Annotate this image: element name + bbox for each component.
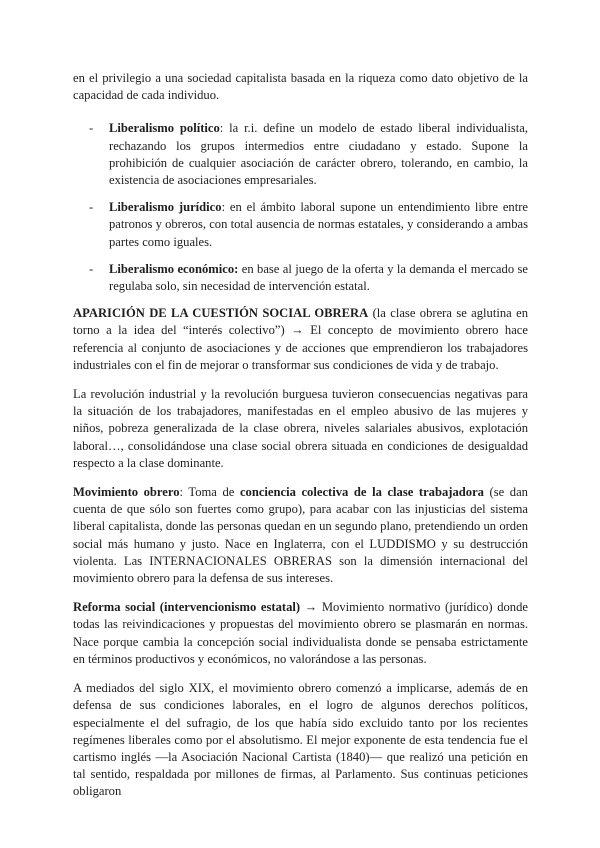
social-question-text: (la clase obrera se aglutina en torno a la idea del “interés colectivo”) → El concepto de movimiento obrero hace referencia al conjunto de asociaciones y de acciones que emprendieron los trabajadores industriales con el fin de mejorar o transformar sus condiciones de vida y de trabajo.	[73, 306, 528, 372]
list-item-text: en base al juego de la oferta y la demanda el mercado se regulaba solo, sin necesidad de intervención estatal.	[109, 261, 529, 294]
intro-paragraph: en el privilegio a una sociedad capitalista basada en la riqueza como dato objetivo de la capacidad de cada individuo.	[73, 71, 528, 103]
list-dash: -	[89, 121, 94, 136]
list-dash: -	[89, 200, 94, 215]
list-item-text: : en el ámbito laboral supone un entendimiento libre entre patronos y obreros, con total ausencia de normas estatales, y considerando a ambas partes como iguales.	[109, 200, 528, 249]
social-reform-term: Reforma social (intervencionismo estatal)	[73, 600, 301, 615]
list-item-term: Liberalismo político	[109, 121, 220, 136]
document-page	[73, 70, 528, 813]
social-question-heading: APARICIÓN DE LA CUESTIÓN SOCIAL OBRERA	[73, 306, 369, 321]
nineteenth-century-paragraph: A mediados del siglo XIX, el movimiento obrero comenzó a implicarse, además de en defensa de sus condiciones laborales, en el logro de algunos derechos políticos, especialmente el del sufragio, de los que había sido excluido tanto por los recientes regímenes liberales como por el absolutismo. El mejor exponente de esta tendencia fue el cartismo inglés —la Asociación Nacional Cartista (1840)— que realizó una petición en tal sentido, respaldada por millones de firmas, al Parlamento. Sus continuas peticiones obligaron	[73, 681, 528, 799]
collective-conscience-term: conciencia colectiva de la clase trabajadora	[239, 485, 484, 500]
list-item-text: : la r.i. define un modelo de estado liberal individualista, rechazando los grupos intermedios entre ciudadano y estado. Supone la prohibición de cualquier asociación de carácter obrero, tolerando, en cambio, la existencia de asociaciones empresariales.	[109, 121, 528, 188]
industrial-revolution-paragraph: La revolución industrial y la revolución burguesa tuvieron consecuencias negativas para la situación de los trabajadores, manifestadas en el empleo abusivo de las mujeres y niños, pobreza generalizada de la clase obrera, niveles salariales abusivos, explotación laboral…, consolidándose una clase social obrera situada en condiciones de desigualdad respecto a la clase dominante.	[73, 387, 528, 470]
social-reform-text: → Movimiento normativo (jurídico) donde todas las reivindicaciones y propuestas del movimiento obrero se plasmarán en normas. Nace porque cambia la concepción social individualista donde se pensaba estrictamente en términos productivos y económicos, no valorándose a las personas.	[73, 600, 528, 666]
list-item-term: Liberalismo económico:	[109, 261, 239, 276]
workers-movement-text-2: (se dan cuenta de que sólo son fuertes como grupo), para acabar con las injusticias del sistema liberal capitalista, donde las personas quedan en un segundo plano, pretendiendo un orden social más humano y justo. Nace en Inglaterra, con el LUDDISMO y su destrucción violenta. Las INTERNACIONALES OBRERAS son la dimensión internacional del movimiento obrero para la defensa de sus intereses.	[73, 485, 528, 586]
workers-movement-term: Movimiento obrero	[73, 485, 180, 500]
workers-movement-paragraph	[73, 484, 528, 587]
list-item	[73, 199, 528, 251]
social-question-paragraph	[73, 305, 528, 374]
social-reform-paragraph	[73, 599, 528, 668]
list-item-term: Liberalismo jurídico	[109, 200, 222, 215]
list-item	[73, 261, 528, 295]
workers-movement-text-1: : Toma de	[179, 485, 240, 500]
list-dash: -	[89, 261, 94, 276]
list-item	[73, 120, 528, 189]
liberalism-list	[73, 120, 528, 295]
